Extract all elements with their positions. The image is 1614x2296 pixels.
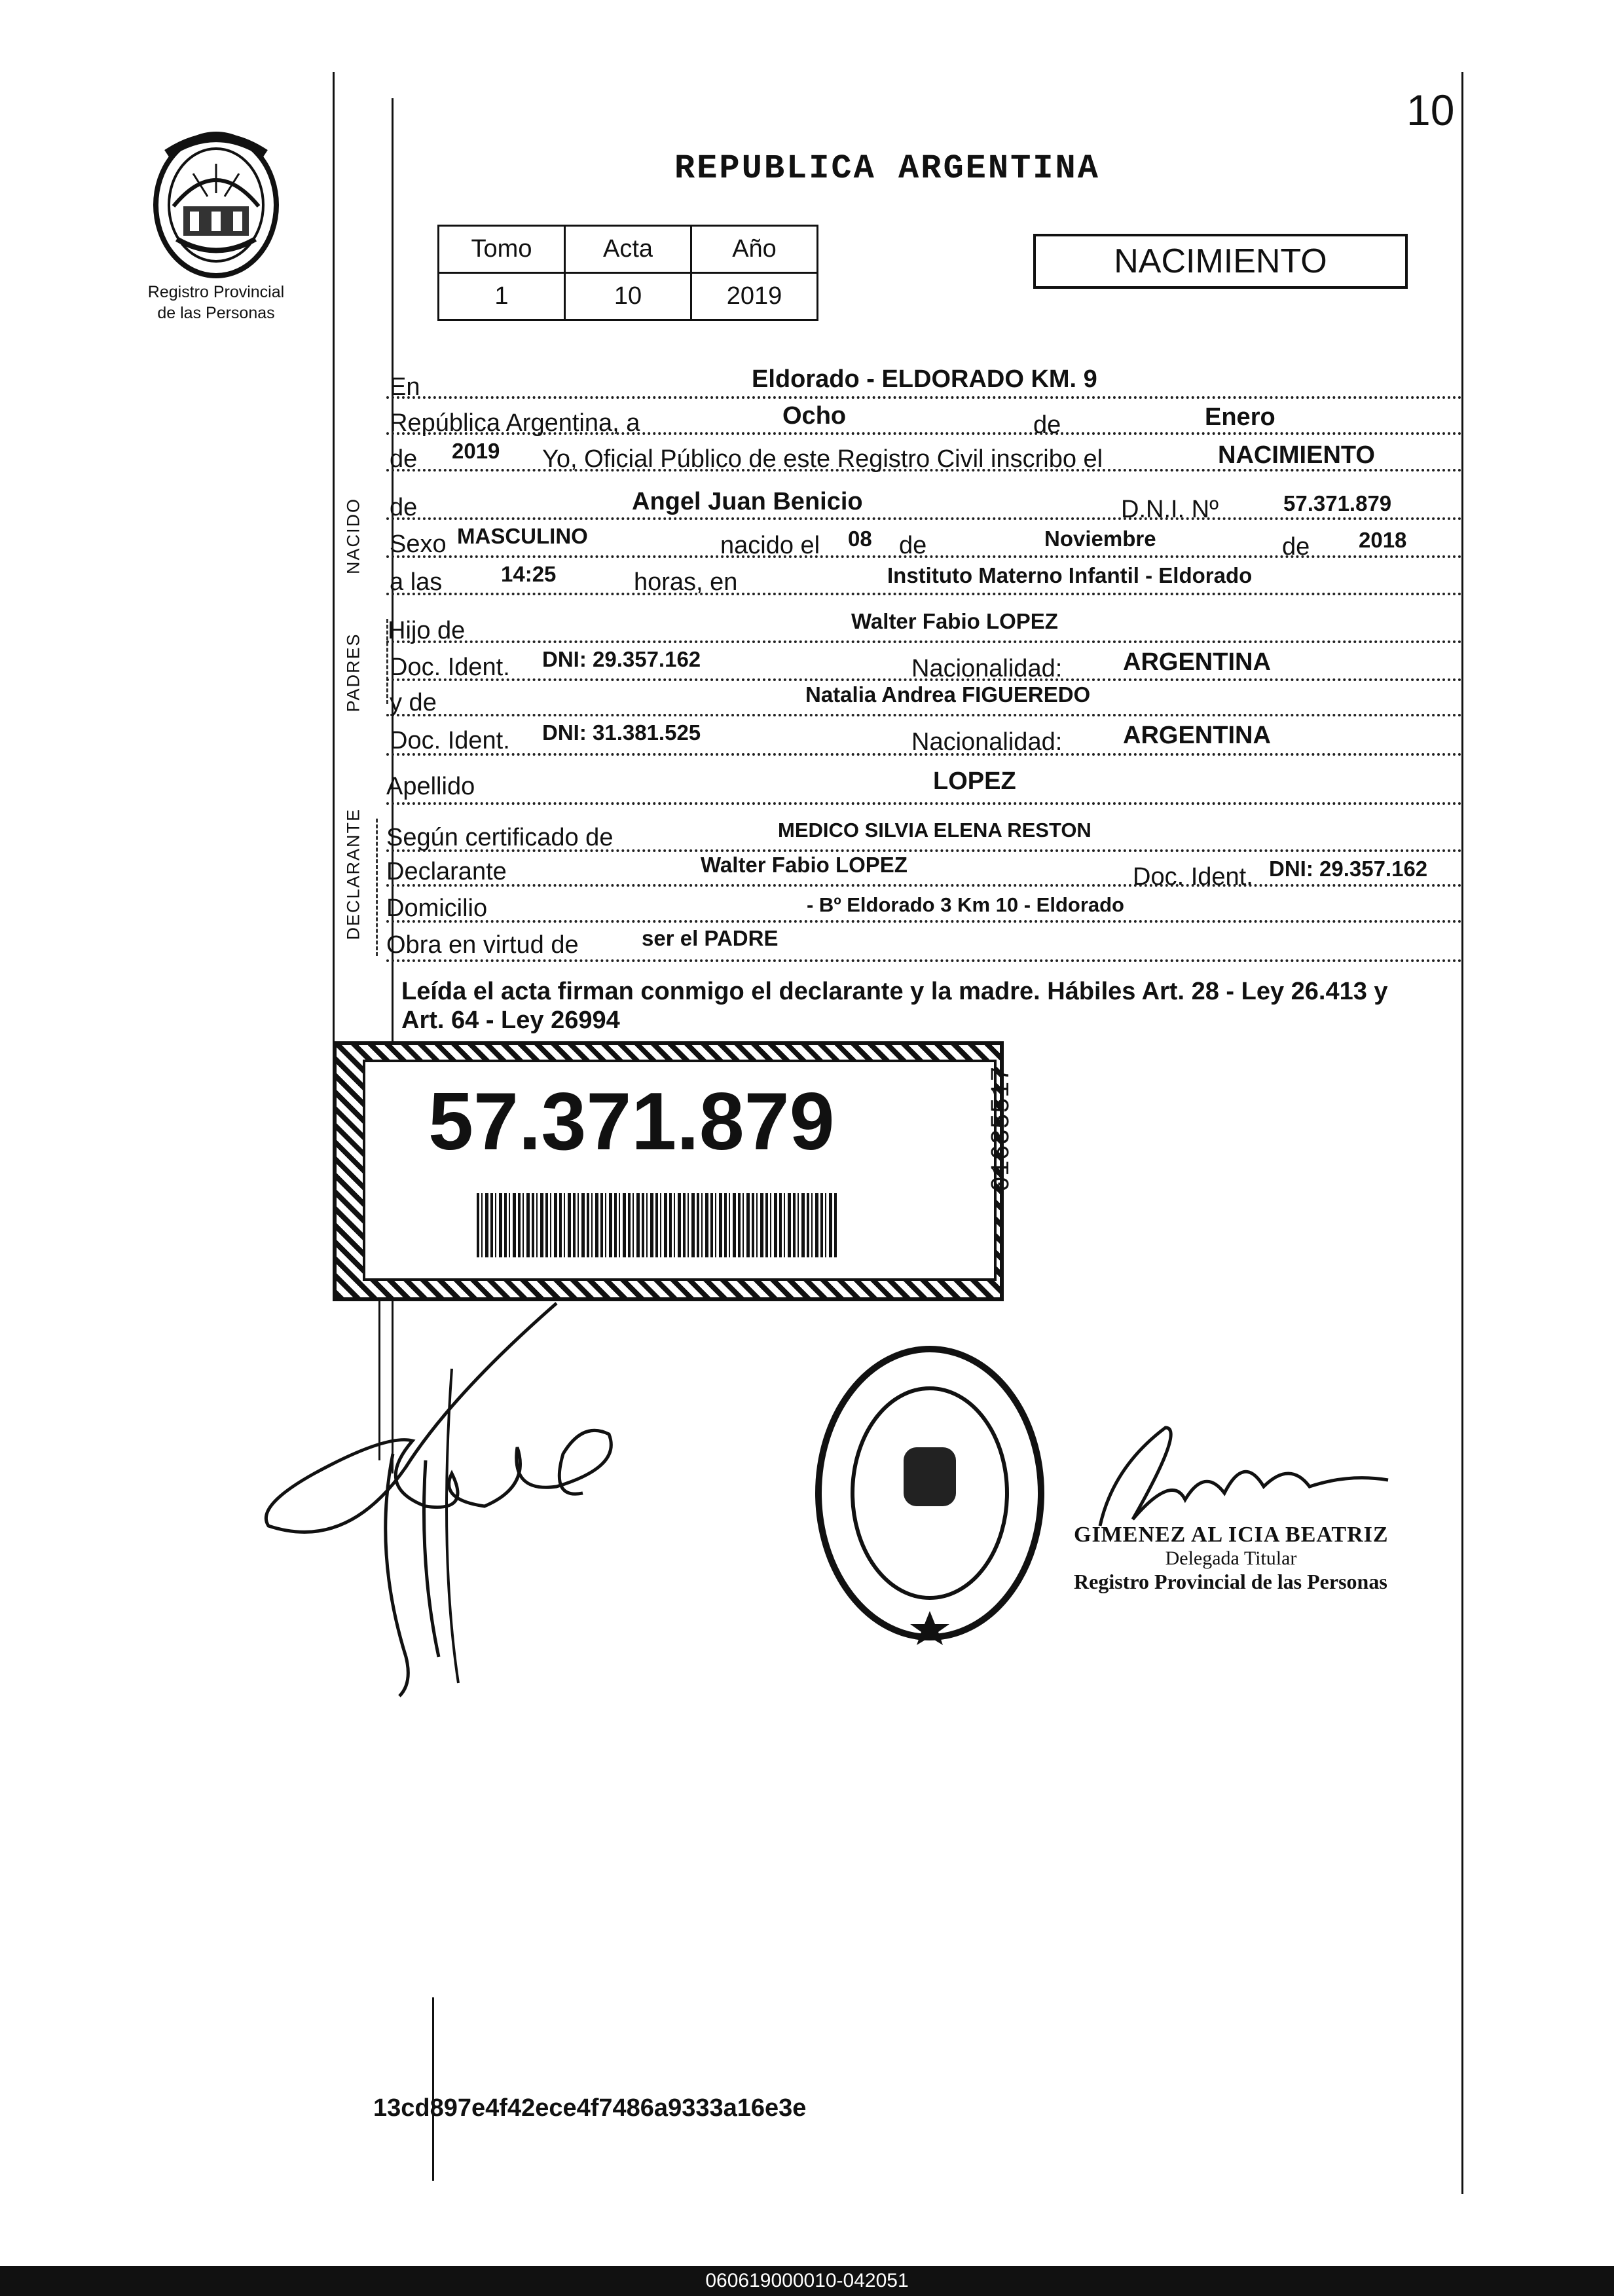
value-dni: 57.371.879 — [1283, 491, 1392, 515]
country-title: REPUBLICA ARGENTINA — [674, 149, 1100, 188]
sticker-number: 57.371.879 — [428, 1077, 835, 1167]
value-nombre: Angel Juan Benicio — [632, 488, 863, 515]
logo-caption-line1: Registro Provincial — [147, 283, 285, 301]
sticker-panel — [363, 1060, 997, 1281]
label-segun: Según certificado de — [386, 824, 614, 851]
sticker-serial: 01635517 — [987, 1065, 1017, 1192]
label-de-name: de — [390, 494, 418, 521]
act-type-box: NACIMIENTO — [1033, 234, 1408, 289]
value-anio-registro: 2019 — [452, 439, 500, 463]
table-value-anio: 2019 — [691, 273, 818, 320]
row-line-madre — [386, 714, 1462, 716]
label-declarante: Declarante — [386, 858, 507, 885]
value-lugar: Eldorado - ELDORADO KM. 9 — [752, 365, 1097, 393]
hash-margin-line — [432, 1997, 434, 2181]
value-declarante: Walter Fabio LOPEZ — [701, 853, 908, 877]
footer-code: 060619000010-042051 — [0, 2266, 1614, 2296]
value-dia-nacimiento: 08 — [848, 527, 872, 551]
table-value-acta: 10 — [565, 273, 691, 320]
row-line-hora — [386, 593, 1462, 595]
label-apellido: Apellido — [386, 773, 475, 800]
label-oficial: Yo, Oficial Público de este Registro Civil inscribo el — [542, 445, 1103, 473]
table-header-acta: Acta — [565, 226, 691, 273]
label-doc-ident-2: Doc. Ident. — [390, 727, 510, 754]
label-doc-ident: Doc. Ident. — [390, 654, 510, 681]
page-number: 10 — [1406, 86, 1455, 134]
signatory-name: GIMENEZ AL ICIA BEATRIZ — [1074, 1523, 1389, 1547]
value-declarante-dni: DNI: 29.357.162 — [1269, 857, 1428, 881]
row-line-declarante — [386, 884, 1462, 887]
label-doc-ident-3: Doc. Ident. — [1133, 863, 1253, 891]
logo-caption-line2: de las Personas — [157, 304, 275, 322]
label-obra: Obra en virtud de — [386, 931, 579, 959]
label-dni: D.N.I. Nº — [1121, 496, 1219, 523]
row-line-en — [386, 396, 1462, 399]
label-domicilio: Domicilio — [386, 895, 488, 922]
label-sexo: Sexo — [390, 530, 447, 558]
logo-caption — [115, 282, 318, 324]
value-obra: ser el PADRE — [642, 926, 779, 950]
table-value-tomo: 1 — [439, 273, 565, 320]
row-line-nombre — [386, 517, 1462, 520]
right-margin-line — [1461, 72, 1463, 2194]
province-logo — [147, 128, 285, 282]
value-padre: Walter Fabio LOPEZ — [851, 609, 1058, 633]
dni-sticker — [333, 1041, 1004, 1301]
label-nacido-el: nacido el — [720, 532, 820, 559]
value-lugar-nacimiento: Instituto Materno Infantil - Eldorado — [887, 563, 1253, 587]
value-hora: 14:25 — [501, 562, 557, 586]
label-horas-en: horas, en — [634, 568, 738, 596]
value-dia-registro: Ocho — [782, 402, 847, 430]
declarante-bracket — [376, 819, 382, 956]
document-hash: 13cd897e4f42ece4f7486a9333a16e3e — [373, 2094, 807, 2122]
barcode — [477, 1193, 837, 1257]
section-label-padres: PADRES — [343, 633, 363, 713]
label-de-year: de — [390, 445, 418, 473]
signatory-role: Delegada Titular — [1165, 1547, 1297, 1569]
label-nacionalidad: Nacionalidad: — [911, 655, 1063, 682]
official-stamp — [805, 1336, 1054, 1650]
declarant-signature — [255, 1290, 648, 1709]
signatory-office: Registro Provincial de las Personas — [1074, 1570, 1387, 1593]
label-nacionalidad-2: Nacionalidad: — [911, 728, 1063, 756]
value-madre-dni: DNI: 31.381.525 — [542, 720, 701, 745]
value-mes-nacimiento: Noviembre — [1044, 527, 1156, 551]
value-madre: Natalia Andrea FIGUEREDO — [805, 682, 1091, 707]
section-label-nacido: NACIDO — [343, 498, 363, 575]
row-line-obra — [386, 959, 1462, 962]
row-line-domicilio — [386, 920, 1462, 923]
value-certificado: MEDICO SILVIA ELENA RESTON — [778, 819, 1091, 842]
value-padre-nacionalidad: ARGENTINA — [1123, 648, 1271, 676]
value-tipo: NACIMIENTO — [1218, 441, 1375, 469]
label-republica: República Argentina, a — [390, 409, 640, 437]
label-a-las: a las — [390, 568, 443, 596]
label-y-de: y de — [390, 689, 437, 716]
signatory-block — [1074, 1523, 1414, 1594]
registrar-signature — [1074, 1415, 1414, 1539]
value-padre-dni: DNI: 29.357.162 — [542, 647, 701, 671]
register-table — [437, 225, 818, 321]
value-mes-registro: Enero — [1205, 403, 1275, 431]
value-apellido: LOPEZ — [933, 768, 1016, 795]
closing-text: Leída el acta firman conmigo el declarante y la madre. Hábiles Art. 28 - Ley 26.413 y Art. 64 - Ley 26994 — [401, 978, 1388, 1034]
value-sexo: MASCULINO — [457, 524, 588, 548]
label-de: de — [1033, 411, 1061, 439]
row-line-apellido — [386, 802, 1462, 805]
value-madre-nacionalidad: ARGENTINA — [1123, 722, 1271, 749]
label-de-month: de — [899, 532, 927, 559]
label-de-birth-year: de — [1282, 533, 1310, 561]
label-hijo-de: Hijo de — [388, 617, 466, 644]
label-en: En — [390, 373, 420, 401]
province-coat-of-arms-icon — [147, 128, 285, 282]
table-header-tomo: Tomo — [439, 226, 565, 273]
value-anio-nacimiento: 2018 — [1359, 528, 1407, 552]
table-header-anio: Año — [691, 226, 818, 273]
row-line-padre — [386, 640, 1462, 643]
value-domicilio: - Bº Eldorado 3 Km 10 - Eldorado — [807, 893, 1124, 916]
section-label-declarante: DECLARANTE — [343, 807, 363, 940]
